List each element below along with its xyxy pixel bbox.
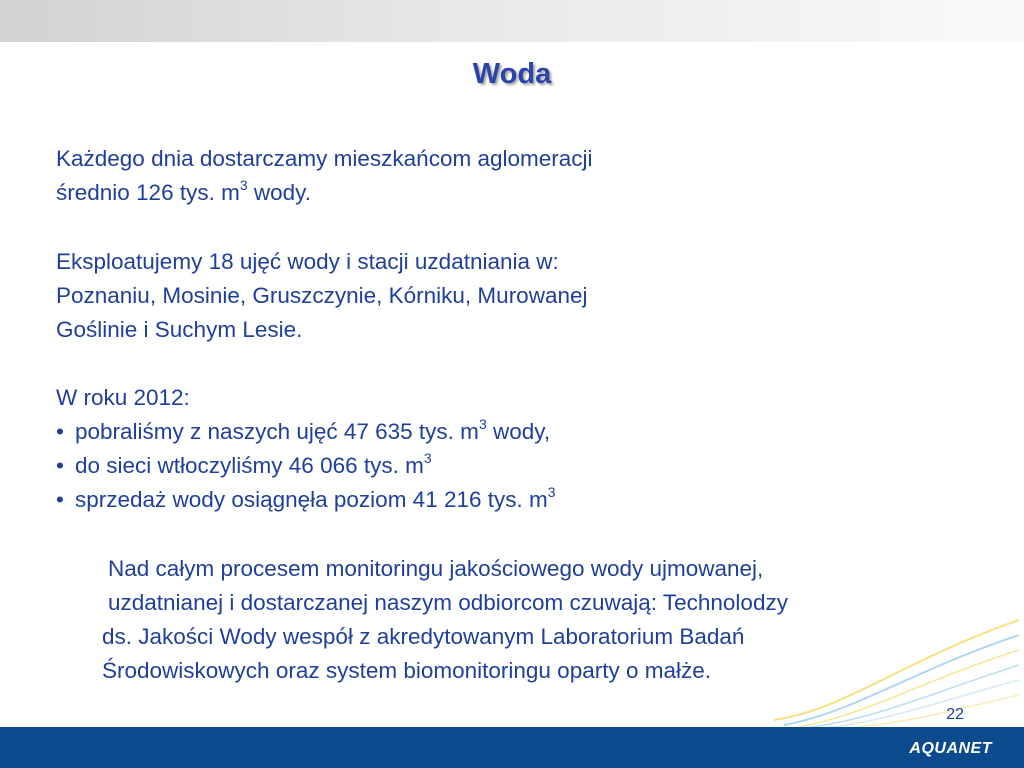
- superscript: 3: [239, 176, 248, 193]
- text-line: średnio 126 tys. $m^3$ wody.: [56, 176, 311, 205]
- text-line: Środowiskowych oraz system biomonitoringu oparty o małże.: [102, 658, 712, 683]
- text-line: uzdatnianej i dostarczanej naszym odbiorcom czuwają: Technolodzy: [108, 590, 788, 615]
- bullet-dot: •: [56, 419, 64, 444]
- superscript: 3: [423, 449, 432, 466]
- text-line: Nad całym procesem monitoringu jakościowego wody ujmowanej,: [108, 556, 764, 581]
- bullet-item: • sprzedaż wody osiągnęła poziom 41 216 tys. $m^3$: [56, 483, 816, 517]
- footer-bar: [0, 727, 1024, 768]
- paragraph-daily-supply: [56, 142, 816, 210]
- bullet-item: • pobraliśmy z naszych ujęć 47 635 tys. $m^3$ wody,: [56, 415, 816, 449]
- paragraph-monitoring: [102, 552, 1002, 688]
- paragraph-year-2012: [56, 381, 816, 517]
- bullet-dot: •: [56, 487, 64, 512]
- text-line: Goślinie i Suchym Lesie.: [56, 317, 303, 342]
- page-number: 22: [946, 706, 964, 723]
- paragraph-intakes: [56, 245, 816, 347]
- bullet-item: • do sieci wtłoczyliśmy 46 066 tys. $m^3$: [56, 449, 816, 483]
- aquanet-logo: AQUANET: [909, 740, 992, 757]
- text-line: Każdego dnia dostarczamy mieszkańcom aglomeracji: [56, 146, 593, 171]
- text-line: Eksploatujemy 18 ujęć wody i stacji uzdatniania w:: [56, 249, 559, 274]
- superscript: 3: [478, 415, 487, 432]
- text-line: ds. Jakości Wody wespół z akredytowanym Laboratorium Badań: [102, 624, 745, 649]
- text-line: Poznaniu, Mosinie, Gruszczynie, Kórniku, Murowanej: [56, 283, 588, 308]
- header-band: [0, 0, 1024, 42]
- year-heading: W roku 2012:: [56, 385, 190, 410]
- slide-title: Woda: [472, 58, 552, 90]
- superscript: 3: [547, 483, 556, 500]
- bullet-dot: •: [56, 453, 64, 478]
